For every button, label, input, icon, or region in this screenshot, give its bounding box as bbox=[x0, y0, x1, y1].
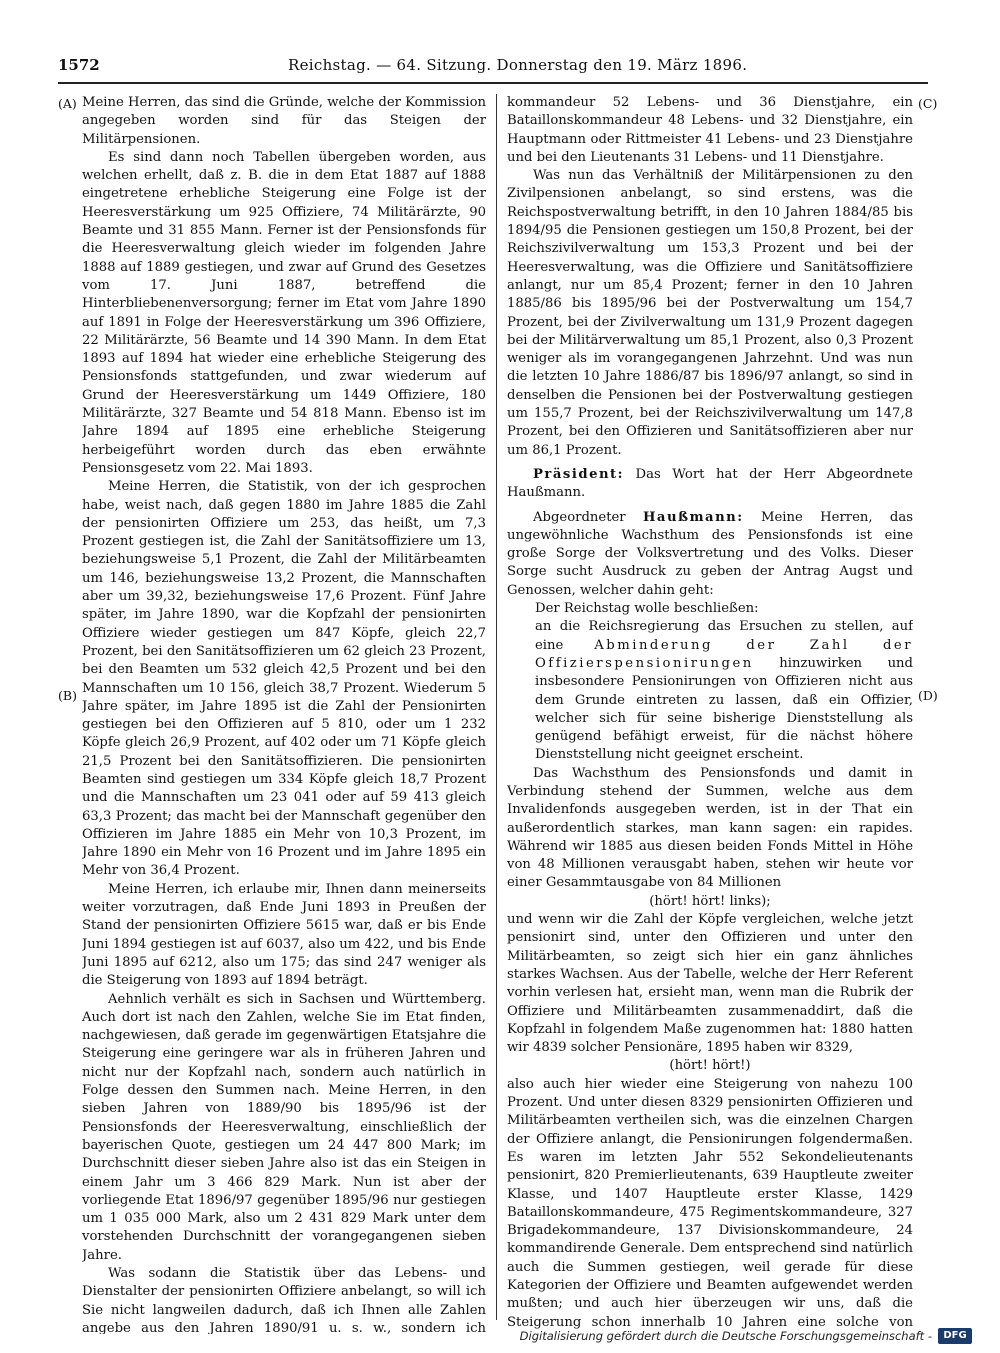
president-text: Das Wort hat der Herr Abgeordnete Haußmann. bbox=[507, 466, 913, 501]
paragraph: also auch hier wieder eine Steigerung von nahezu 100 Prozent. Und unter diesen 8329 pensionirten Offizieren und Militärbeamten vertheilen sich, was die einzelnen Chargen der Offiziere anlangt, die Pensionirungen folgendermaßen. Es waren im letzten Jahr 552 Sekondelieutenants pensionirt, 820 Premierlieutenants, 639 Hauptleute zweiter Klasse, und 1407 Hauptleute erster Klasse, 1429 Bataillonskommandeure, 475 Regimentskommandeure, 327 Brigadekommandeure, 137 Divisionskommandeure, 24 kommandirende Generale. Dem entsprechend sind natürlich auch die Summen gestiegen, weil gerade für diese Kategorien der Offiziere und Beamten aufgewendet werden mußten; und auch hier überzeugen wir uns, daß die Steigerung schon innerhalb 10 Jahren eine solche von bbox=[507, 1076, 913, 1330]
margin-letter-b: (B) bbox=[58, 688, 77, 703]
running-head: Reichstag. — 64. Sitzung. Donnerstag den 19. März 1896. bbox=[288, 56, 748, 74]
interjection: (hört! hört!) bbox=[669, 1058, 751, 1074]
motion-part-b: hinzuwirken und insbesondere Pensionirungen von Offizieren nicht aus dem Grunde eintreten zu lassen, daß ein Offizier, welcher sich für seine bisherige Dienststellung als genügend befähigt erweist, für die nächst höhere Dienststellung nicht geeignet erscheint. bbox=[535, 655, 913, 763]
paragraph: Meine Herren, das sind die Gründe, welche der Kommission angegeben worden sind für das Steigen der Militärpensionen. bbox=[82, 95, 486, 147]
page-header bbox=[58, 56, 928, 78]
speaker-statement bbox=[507, 509, 913, 600]
column-divider bbox=[496, 94, 497, 1320]
paragraph: Was nun das Verhältniß der Militärpensionen zu den Zivilpensionen anbelangt, so sind erstens, was die Reichspostverwaltung betrifft, in den 10 Jahren 1884/85 bis 1894/95 die Pensionen gestiegen um 150,8 Prozent, bei der Reichszivilverwaltung um 153,3 Prozent und bei der Heeresverwaltung, was die Offiziere und Sanitätsoffiziere anlangt, nur um 85,4 Prozent; ferner in den 10 Jahren 1885/86 bis 1895/96 bei der Postverwaltung um 154,7 Prozent, bei der Zivilverwaltung um 131,9 Prozent dagegen bei der Militärverwaltung um 85,1 Prozent, also 0,3 Prozent weniger als im vorangegangenen Jahrzehnt. Und was nun die letzten 10 Jahre 1886/87 bis 1896/97 anlangt, so sind in denselben die Pensionen bei der Postverwaltung gestiegen um 155,7 Prozent, bei der Reichszivilverwaltung um 147,8 Prozent, bei den Offizieren und Sanitätsoffizieren aber nur um 86,1 Prozent. bbox=[507, 168, 913, 458]
footer bbox=[520, 1325, 972, 1347]
interjection: (hört! hört! links); bbox=[649, 893, 771, 909]
margin-letter-a: (A) bbox=[58, 96, 77, 111]
speaker-text: Meine Herren, das ungewöhnliche Wachsthum des Pensionsfonds ist eine große Sorge der Volksvertretung und des Volks. Dieser Sorge sucht Ausdruck zu geben der Antrag Augst und Genossen, welcher dahin geht: bbox=[507, 509, 913, 598]
paragraph: kommandeur 52 Lebens- und 36 Dienstjahre, ein Bataillonskommandeur 48 Lebens- und 32 Dienstjahre, ein Hauptmann oder Rittmeister 41 Lebens- und 23 Dienstjahre und bei den Lieutenants 31 Lebens- und 11 Dienstjahre. bbox=[507, 95, 913, 165]
paragraph: Was sodann die Statistik über das Lebens- und Dienstalter der pensionirten Offiziere anbelangt, so will ich Sie nicht langweilen dadurch, daß ich Ihnen alle Zahlen angebe aus den Jahren 1890/91 u. s. w., sondern ich bbox=[82, 1266, 486, 1334]
left-column bbox=[82, 94, 486, 1334]
right-column bbox=[507, 94, 913, 1334]
paragraph: und wenn wir die Zahl der Köpfe vergleichen, welche jetzt pensionirt sind, unter den Offizieren und unter den Militärbeamten, so zeigt sich hier ein ganz ähnliches starkes Wachsen. Aus der Tabelle, welche der Herr Referent vorhin verlesen hat, ersieht man, wenn man die Rubrik der Offiziere und Militärbeamten zusammenaddirt, daß die Kopfzahl in folgendem Maße zugenommen hat: 1880 hatten wir 4839 solcher Pensionäre, 1895 haben wir 8329, bbox=[507, 912, 913, 1056]
header-rule bbox=[58, 82, 928, 84]
speaker-prefix: Abgeordneter bbox=[533, 509, 643, 525]
page-number: 1572 bbox=[58, 56, 100, 74]
footer-text: Digitalisierung gefördert durch die Deutsche Forschungsgemeinschaft - bbox=[519, 1329, 932, 1343]
paragraph: Meine Herren, ich erlaube mir, Ihnen dann meinerseits weiter vorzutragen, daß Ende Juni 1893 in Preußen der Stand der pensionirten Offiziere 5615 war, daß er bis Ende Juni 1894 gestiegen ist auf 6037, also um 422, und bis Ende Juni 1895 auf 6212, also um 175; das sind 247 weniger als die Steigerung von 1893 auf 1894 beträgt. bbox=[82, 881, 486, 989]
margin-letter-d: (D) bbox=[918, 688, 938, 703]
dfg-logo: DFG bbox=[938, 1328, 972, 1344]
motion-text bbox=[535, 618, 913, 764]
speaker-name: Haußmann: bbox=[642, 509, 744, 525]
motion-part-a: an die Reichsregierung das Ersuchen zu stellen, auf eine bbox=[535, 619, 913, 653]
paragraph: Aehnlich verhält es sich in Sachsen und Württemberg. Auch dort ist nach den Zahlen, welche Sie im Etat finden, nachgewiesen, daß gerade im gegenwärtigen Etatsjahre die Steigerung eine geringere war als in früheren Jahren und nicht nur der Kopfzahl nach, sondern auch natürlich in Folge dessen den Summen nach. Meine Herren, in den sieben Jahren von 1889/90 bis 1895/96 ist der Pensionsfonds der Heeresverwaltung, einschließlich der bayerischen Quote, gestiegen um 24 447 800 Mark; im Durchschnitt dieser sieben Jahre also ist das ein Steigen in einem Jahr um 3 466 829 Mark. Nun ist aber der vorliegende Etat 1896/97 gegenüber 1895/96 nur gestiegen um 1 035 000 Mark, also um 2 431 829 Mark unter dem vorstehenden Durchschnitt der vorangegangenen sieben Jahre. bbox=[82, 991, 486, 1263]
margin-letter-c: (C) bbox=[918, 96, 938, 111]
president-statement bbox=[507, 466, 913, 503]
paragraph: Meine Herren, die Statistik, von der ich gesprochen habe, weist nach, daß gegen 1880 im Jahre 1885 die Zahl der pensionirten Offiziere um 253, das heißt, um 7,3 Prozent gestiegen ist, die Zahl der Sanitätsoffiziere um 13, beziehungsweise 5,1 Prozent, die Zahl der Militärbeamten um 146, beziehungsweise 13,2 Prozent, die Mannschaften aber um 39,32, beziehungsweise 17,6 Prozent. Fünf Jahre später, im Jahre 1890, war die Kopfzahl der pensionirten Offiziere wieder gestiegen um 847 Köpfe, gleich 22,7 Prozent, bei den Sanitätsoffizieren um 62 gleich 23 Prozent, bei den Beamten um 532 gleich 42,5 Prozent und bei den Mannschaften um 10 156, gleich 38,7 Prozent. Wiederum 5 Jahre später, im Jahre 1895 ist die Zahl der Pensionirten gestiegen bei den Offizieren auf 5 810, oder um 1 232 Köpfe gleich 26,9 Prozent, auf 402 oder um 71 Köpfe gleich 21,5 Prozent bei den Sanitätsoffizieren. Die pensionirten Beamten sind gestiegen um 334 Köpfe gleich 18,7 Prozent und die Mannschaften um 23 041 oder auf 59 413 gleich 63,3 Prozent; das macht bei der Mannschaft gegenüber den Offizieren im Jahre 1885 ein Mehr von 10,3 Prozent, im Jahre 1890 ein Mehr von 16 Prozent und im Jahre 1895 ein Mehr von 36,4 Prozent. bbox=[82, 479, 486, 879]
motion-intro: Der Reichstag wolle beschließen: bbox=[535, 601, 759, 617]
president-label: Präsident: bbox=[533, 466, 625, 482]
motion-emphasis: Abminderung der Zahl der Offizierspensionirungen bbox=[535, 637, 913, 671]
paragraph: Das Wachsthum des Pensionsfonds und damit in Verbindung stehend der Summen, welche aus dem Invalidenfonds ausgegeben werden, ist in der That ein außerordentlich starkes, man kann sagen: ein rapides. Während wir 1885 aus diesen beiden Fonds Mittel in Höhe von 48 Millionen verausgabt haben, stehen wir heute vor einer Gesammtausgabe von 84 Millionen bbox=[507, 765, 913, 891]
paragraph: Es sind dann noch Tabellen übergeben worden, aus welchen erhellt, daß z. B. die in dem Etat 1887 auf 1888 eingetretene erhebliche Steigerung eine Folge ist der Heeresverstärkung um 925 Offiziere, 74 Militärärzte, 90 Beamte und 31 855 Mann. Ferner ist der Pensionsfonds für die Heeresverwaltung gleich wieder im folgenden Jahre 1888 auf 1889 gestiegen, und zwar auf Grund des Gesetzes vom 17. Juni 1887, betreffend die Hinterbliebenenversorgung; ferner im Etat vom Jahre 1890 auf 1891 in Folge der Heeresverstärkung um 396 Offiziere, 22 Militärärzte, 56 Beamte und 14 390 Mann. In dem Etat 1893 auf 1894 hat wieder eine erhebliche Steigerung des Pensionsfonds stattgefunden, und zwar wiederum auf Grund der Heeresverstärkung um 1449 Offiziere, 180 Militärärzte, 327 Beamte und 54 818 Mann. Ebenso ist im Jahre 1894 auf 1895 eine erhebliche Steigerung herbeigeführt worden durch das eben erwähnte Pensionsgesetz vom 22. Mai 1893. bbox=[82, 149, 486, 476]
